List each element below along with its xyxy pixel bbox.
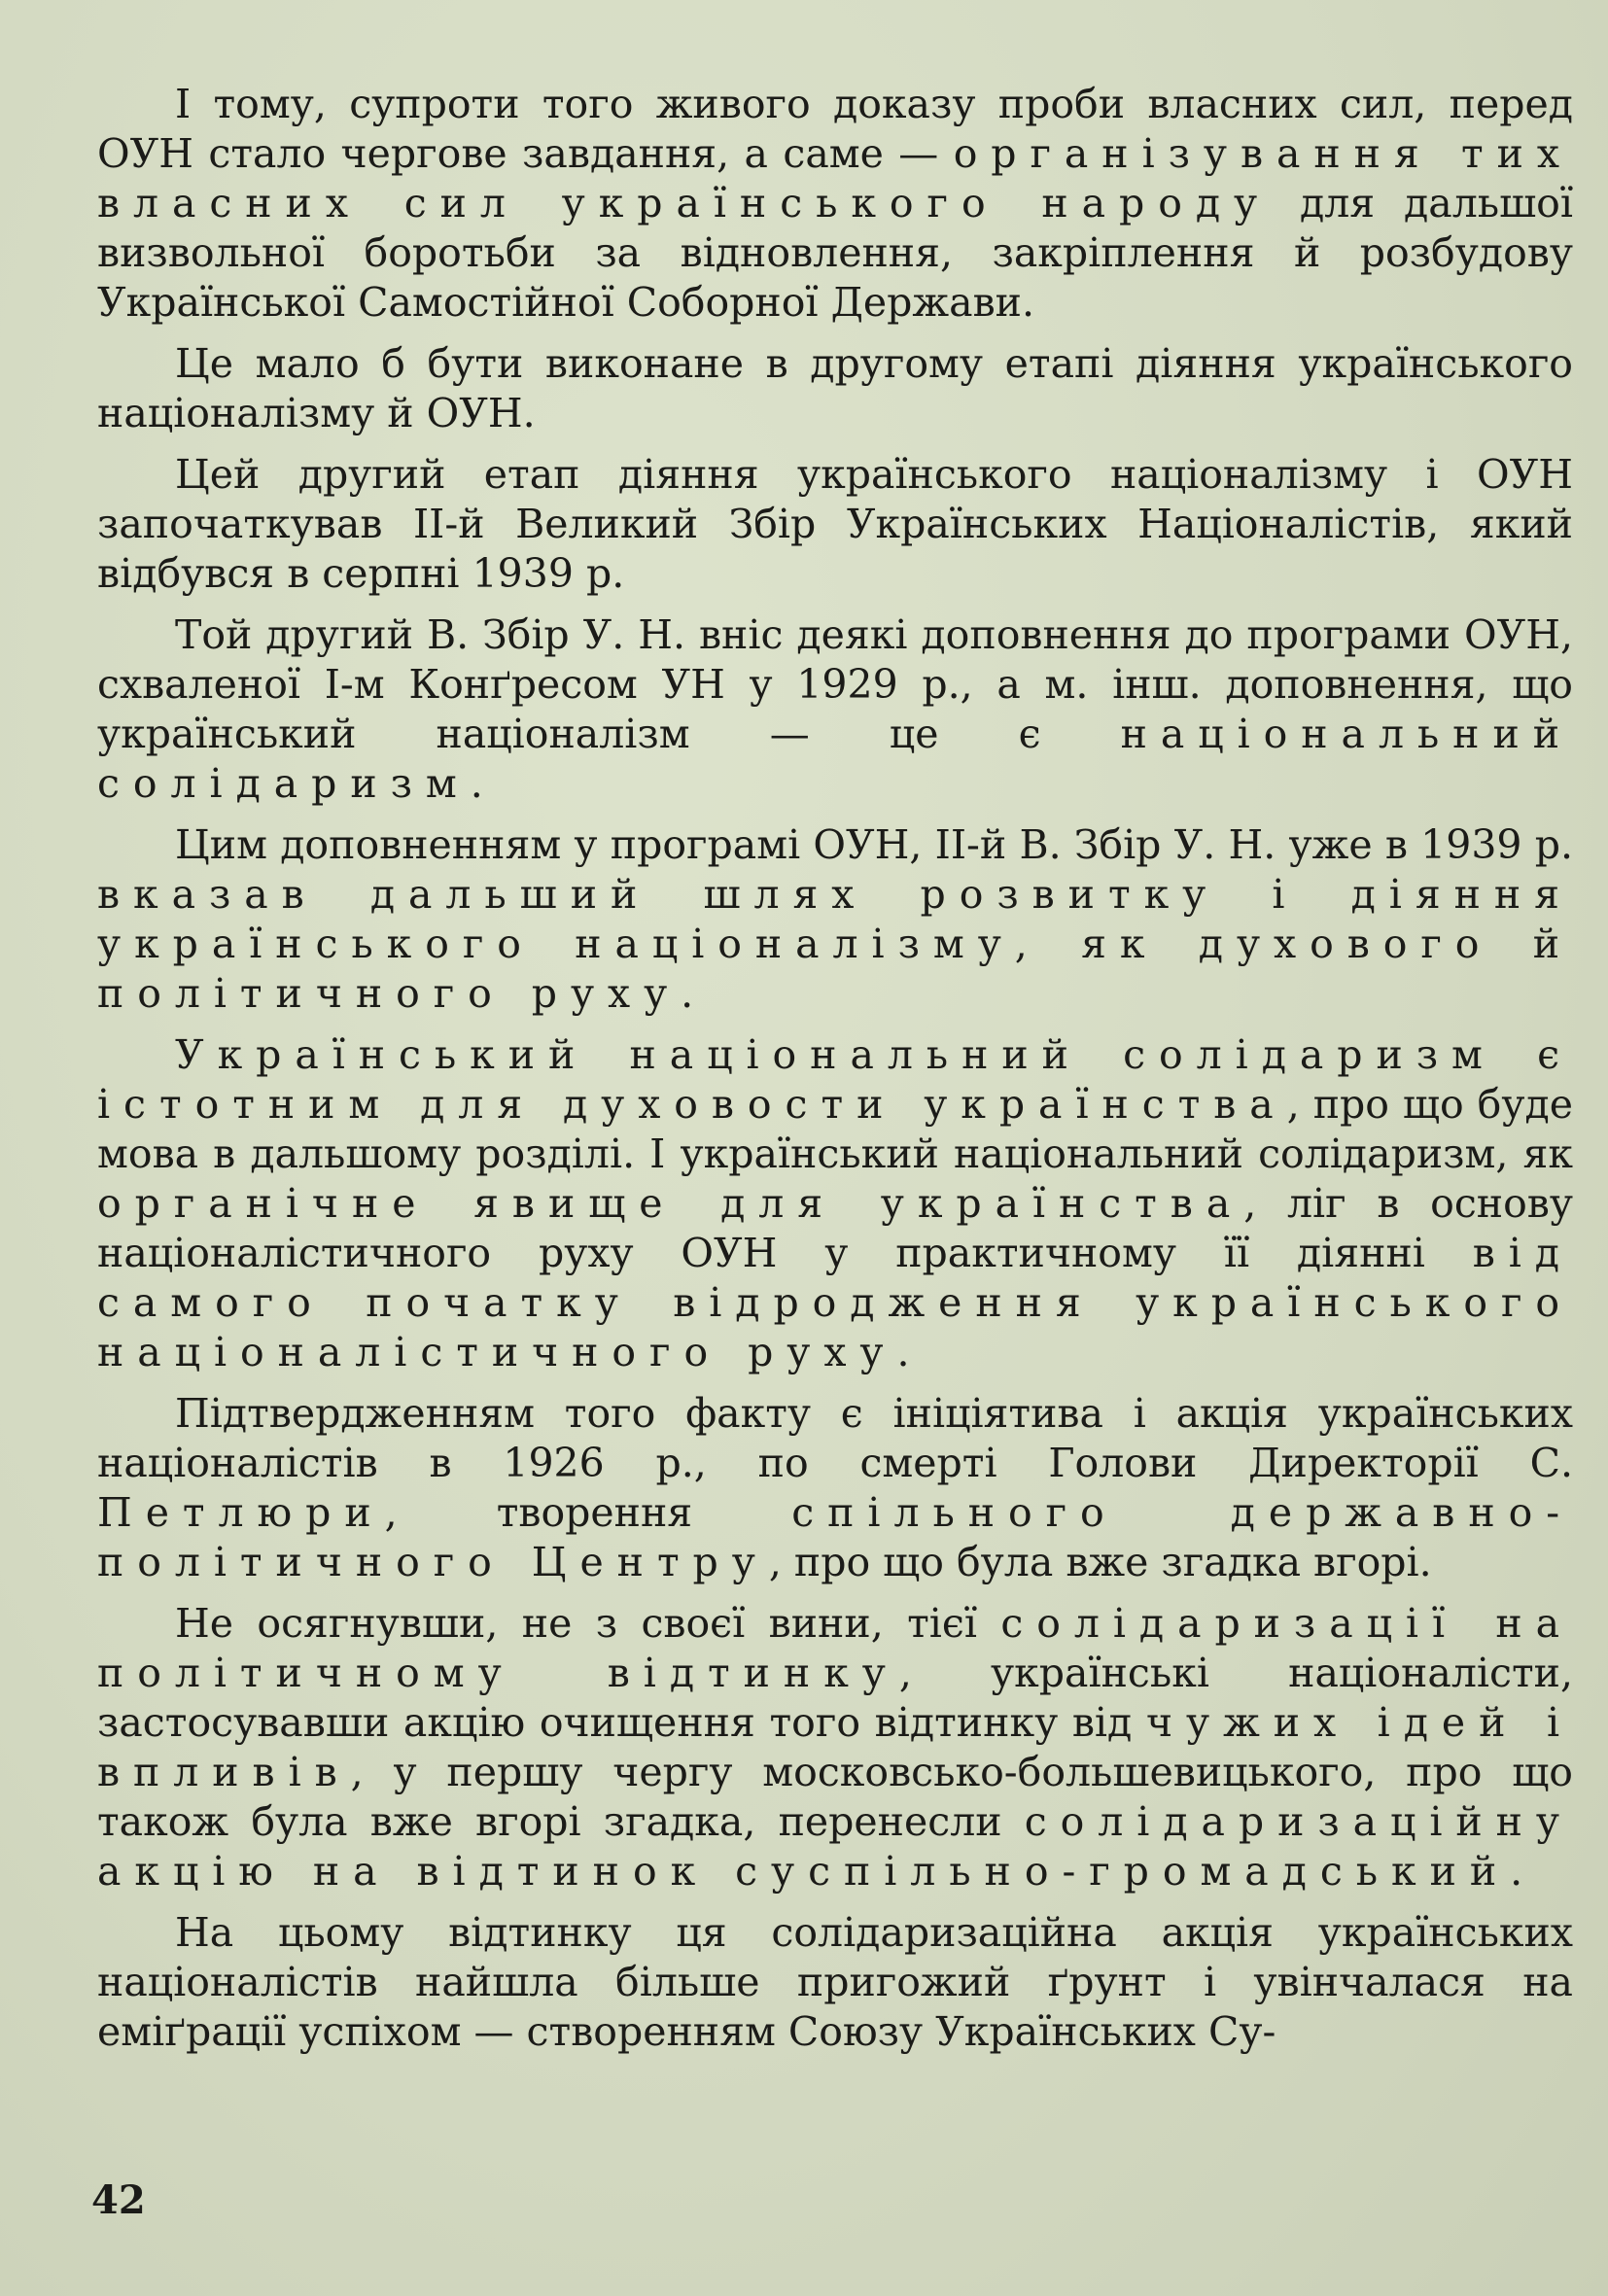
paragraph-2 [97,339,1573,438]
spaced-emphasis: солідаризації на політичному відтинку [97,1600,1573,1696]
spaced-emphasis: органічне явище для українства [97,1180,1244,1227]
paragraph-8 [97,1599,1573,1896]
spaced-emphasis: солідаризаційну акцію на відтинок суспільно-громадський [97,1798,1573,1895]
text-run: , про що була вже згадка вгорі. [768,1539,1432,1585]
paragraph-5 [97,820,1573,1019]
spaced-emphasis: Петлюри [97,1489,385,1536]
spaced-emphasis: вказав дальший шлях розвитку і діяння українського націоналізму, як духового й політичного руху [97,871,1573,1017]
text-run: На цьому відтинку ця солідаризаційна акція українських націоналістів найшла більше пригожий ґрунт і увінчалася на еміґрації успіхом — створенням Союзу Українських Су- [97,1909,1573,2055]
paragraph-6 [97,1030,1573,1377]
spaced-emphasis: від самого початку відродження українського націоналістичного руху [97,1230,1573,1375]
text-run: , творення [384,1489,792,1536]
text-run: Цим доповненням у програмі ОУН, ІІ-й В. Збір У. Н. уже в 1939 р. [175,821,1573,868]
text-run: . [681,970,694,1017]
spaced-emphasis: спільного державно-політичного Центру [97,1489,1574,1585]
text-run: для дальшої визвольної боротьби за відновлення, закріплення й розбудову Української Самостійної Соборної Держави. [97,180,1573,326]
spaced-emphasis: організування тих власних сил українського народу [97,130,1573,226]
text-run: Не осягнувши, не з своєї вини, тієї [175,1600,1001,1647]
page-number: 42 [91,2177,146,2223]
paragraph-3 [97,450,1573,599]
text-run: Цей другий етап діяння українського націоналізму і ОУН започаткував ІІ-й Великий Збір Українських Націоналістів, який відбувся в серпні 1939 р. [97,451,1573,597]
text-run: . [1510,1848,1523,1895]
text-run: . [470,760,483,807]
spaced-emphasis: Український національний солідаризм є істотним для духовости українства [97,1031,1573,1128]
text-run: , у першу чергу московсько-большевицького, про що також була вже вгорі згадка, перенесли [97,1749,1573,1845]
page-text [97,80,1573,2069]
paragraph-7 [97,1389,1573,1587]
text-run: , українські націоналісти, застосувавши акцію очищення того відтинку від [97,1650,1573,1746]
spaced-emphasis: національний солідаризм [97,711,1573,807]
text-run: Це мало б бути виконане в другому етапі діяння українського націоналізму й ОУН. [97,340,1573,436]
text-run: , ліг в основу націоналістичного руху ОУН у практичному її діянні [97,1180,1573,1276]
paragraph-4 [97,610,1573,809]
paragraph-9 [97,1908,1573,2057]
text-run: І тому, супроти того живого доказу проби власних сил, перед ОУН стало чергове завдання, а саме — [97,81,1573,177]
text-run: Підтвердженням того факту є ініціятива і акція українських націоналістів в 1926 р., по смерті Голови Директорії С. [97,1390,1573,1486]
spaced-emphasis: чужих ідей і впливів [97,1699,1573,1795]
text-run: , про що буде мова в дальшому розділі. І український національний солідаризм, як [97,1081,1573,1177]
text-run: . [896,1329,910,1375]
paragraph-1 [97,80,1573,328]
text-run: Той другий В. Збір У. Н. вніс деякі доповнення до програми ОУН, схваленої І-м Конґресом УН у 1929 р., а м. інш. доповнення, що український націоналізм — це є [97,611,1573,757]
